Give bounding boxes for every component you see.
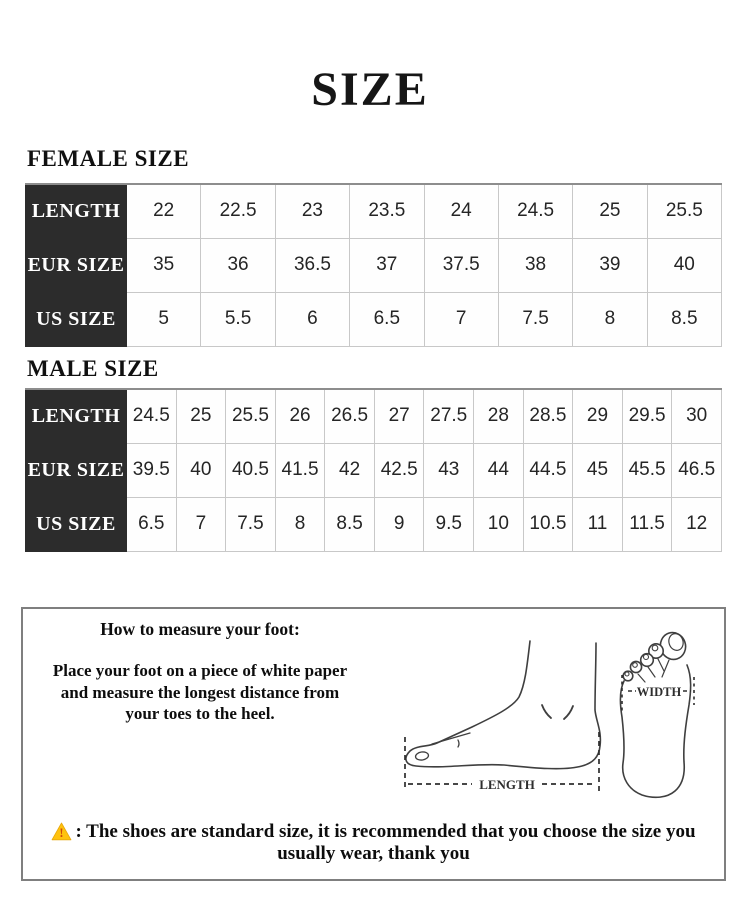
size-cell: 6 [275, 292, 349, 346]
size-cell: 37.5 [424, 238, 498, 292]
size-cell: 40 [647, 238, 721, 292]
size-cell: 38 [498, 238, 572, 292]
foot-measurement-diagram [392, 615, 729, 807]
foot-side-illustration [406, 641, 600, 769]
size-cell: 37 [350, 238, 424, 292]
size-cell: 24.5 [127, 389, 177, 443]
size-cell: 41.5 [275, 443, 325, 497]
size-cell: 42 [325, 443, 375, 497]
size-cell: 23.5 [350, 184, 424, 238]
instruction-line: Place your foot on a piece of white paper [52, 661, 348, 680]
size-cell: 7.5 [498, 292, 572, 346]
size-table-row [26, 184, 722, 238]
size-cell: 5.5 [201, 292, 275, 346]
size-cell: 25 [573, 184, 647, 238]
size-cell: 11 [573, 497, 623, 551]
measure-instructions [30, 660, 370, 725]
size-cell: 6.5 [127, 497, 177, 551]
size-cell: 45 [573, 443, 623, 497]
size-cell: 10.5 [523, 497, 573, 551]
size-cell: 6.5 [350, 292, 424, 346]
size-table-row [26, 292, 722, 346]
row-header-us-size: US SIZE [26, 497, 127, 551]
footprint-illustration [620, 629, 690, 797]
row-header-us-size: US SIZE [26, 292, 127, 346]
size-cell: 11.5 [622, 497, 672, 551]
size-cell: 27 [374, 389, 424, 443]
size-cell: 39 [573, 238, 647, 292]
size-cell: 22 [127, 184, 201, 238]
size-cell: 40 [176, 443, 226, 497]
size-cell: 27.5 [424, 389, 474, 443]
size-cell: 42.5 [374, 443, 424, 497]
warning-exclamation-glyph: ! [59, 825, 65, 840]
warning-text: : The shoes are standard size, it is recommended that you choose the size you [75, 821, 696, 842]
size-cell: 7 [176, 497, 226, 551]
size-table-row [26, 443, 722, 497]
size-cell: 28.5 [523, 389, 573, 443]
big-toe-nail [415, 751, 429, 761]
male-size-table [25, 388, 722, 552]
size-cell: 45.5 [622, 443, 672, 497]
size-cell: 23 [275, 184, 349, 238]
size-table-row [26, 238, 722, 292]
size-cell: 25.5 [647, 184, 721, 238]
size-cell: 9.5 [424, 497, 474, 551]
warning-note [23, 821, 724, 865]
width-label: WIDTH [636, 685, 682, 699]
size-cell: 29.5 [622, 389, 672, 443]
size-cell: 25 [176, 389, 226, 443]
size-cell: 22.5 [201, 184, 275, 238]
female-size-heading: FEMALE SIZE [27, 146, 190, 171]
size-cell: 43 [424, 443, 474, 497]
size-cell: 24.5 [498, 184, 572, 238]
size-cell: 30 [672, 389, 722, 443]
row-header-eur-size: EUR SIZE [26, 443, 127, 497]
female-size-table [25, 183, 722, 347]
size-cell: 39.5 [127, 443, 177, 497]
size-cell: 36 [201, 238, 275, 292]
instruction-line: your toes to the heel. [125, 704, 275, 723]
size-cell: 9 [374, 497, 424, 551]
row-header-length: LENGTH [26, 184, 127, 238]
size-cell: 24 [424, 184, 498, 238]
row-header-length: LENGTH [26, 389, 127, 443]
size-cell: 44 [474, 443, 524, 497]
measure-title: How to measure your foot: [100, 619, 300, 639]
size-cell: 25.5 [226, 389, 276, 443]
measure-box [21, 607, 726, 881]
size-cell: 28 [474, 389, 524, 443]
size-cell: 10 [474, 497, 524, 551]
male-size-heading: MALE SIZE [27, 356, 159, 381]
size-table-row [26, 497, 722, 551]
size-cell: 8 [275, 497, 325, 551]
size-cell: 46.5 [672, 443, 722, 497]
page-title: SIZE [311, 63, 429, 116]
size-cell: 40.5 [226, 443, 276, 497]
size-cell: 36.5 [275, 238, 349, 292]
size-cell: 5 [127, 292, 201, 346]
size-cell: 26.5 [325, 389, 375, 443]
warning-line-2: usually wear, thank you [277, 843, 470, 864]
instruction-line: and measure the longest distance from [60, 682, 340, 702]
size-cell: 8 [573, 292, 647, 346]
size-cell: 8.5 [647, 292, 721, 346]
warning-triangle-icon [51, 822, 72, 841]
row-header-eur-size: EUR SIZE [26, 238, 127, 292]
length-label: LENGTH [479, 777, 535, 792]
size-table-row [26, 389, 722, 443]
size-cell: 7.5 [226, 497, 276, 551]
size-cell: 7 [424, 292, 498, 346]
size-cell: 8.5 [325, 497, 375, 551]
size-cell: 29 [573, 389, 623, 443]
size-cell: 12 [672, 497, 722, 551]
size-cell: 35 [127, 238, 201, 292]
size-cell: 44.5 [523, 443, 573, 497]
size-cell: 26 [275, 389, 325, 443]
warning-line-1 [23, 821, 724, 843]
